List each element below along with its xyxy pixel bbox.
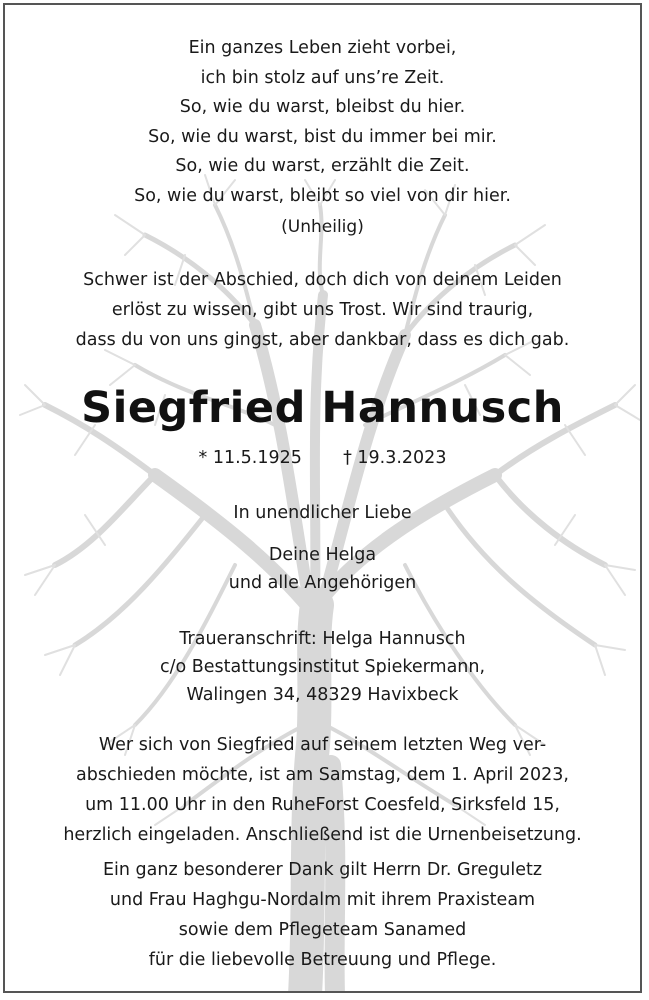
- thanks-line: sowie dem Pflegeteam Sanamed: [178, 920, 467, 940]
- mourner-line: und alle Angehörigen: [228, 573, 417, 593]
- ceremony-line: Wer sich von Siegfried auf seinem letzten Weg ver-: [98, 735, 547, 755]
- intro-text: [5, 265, 640, 355]
- life-dates: [5, 448, 640, 468]
- thanks-line: und Frau Haghgu-Nordalm mit ihrem Praxisteam: [109, 890, 536, 910]
- thanks-text: [5, 855, 640, 975]
- poem-line: ich bin stolz auf uns’re Zeit.: [200, 67, 445, 88]
- poem: [5, 34, 640, 211]
- deceased-name: Siegfried Hannusch: [81, 383, 564, 433]
- mourner-line: Deine Helga: [268, 545, 377, 565]
- ceremony-line: um 11.00 Uhr in den RuheForst Coesfeld, Sirksfeld 15,: [85, 795, 560, 815]
- ceremony-line: abschieden möchte, ist am Samstag, dem 1. April 2023,: [76, 765, 569, 785]
- closing-phrase-text: In unendlicher Liebe: [233, 503, 412, 523]
- thanks-line: Ein ganz besonderer Dank gilt Herrn Dr. Greguletz: [102, 860, 543, 880]
- ceremony-line: herzlich eingeladen. Anschließend ist die Urnenbeisetzung.: [63, 825, 582, 845]
- ceremony-info: [5, 730, 640, 850]
- poem-line: So, wie du warst, bleibt so viel von dir hier.: [134, 185, 511, 206]
- address-line: c/o Bestattungsinstitut Spiekermann,: [159, 657, 486, 677]
- intro-line: Schwer ist der Abschied, doch dich von deinem Leiden: [83, 270, 562, 290]
- obituary-notice: [3, 3, 642, 993]
- closing-phrase: [5, 499, 640, 527]
- poem-attribution: (Unheilig): [281, 217, 364, 237]
- poem-line: So, wie du warst, erzählt die Zeit.: [175, 156, 470, 176]
- address-line: Traueranschrift: Helga Hannusch: [179, 629, 466, 649]
- poem-line: So, wie du warst, bleibst du hier.: [179, 97, 466, 117]
- mourning-address: [5, 625, 640, 709]
- intro-line: erlöst zu wissen, gibt uns Trost. Wir sind traurig,: [111, 300, 534, 320]
- poem-line: So, wie du warst, bist du immer bei mir.: [148, 126, 497, 147]
- death-date: † 19.3.2023: [343, 448, 447, 468]
- poem-line: Ein ganzes Leben zieht vorbei,: [188, 38, 457, 58]
- thanks-line: für die liebevolle Betreuung und Pflege.: [148, 950, 497, 970]
- address-line: Walingen 34, 48329 Havixbeck: [186, 685, 459, 705]
- intro-line: dass du von uns gingst, aber dankbar, dass es dich gab.: [75, 330, 570, 350]
- mourners: [5, 541, 640, 597]
- birth-date: * 11.5.1925: [198, 448, 302, 468]
